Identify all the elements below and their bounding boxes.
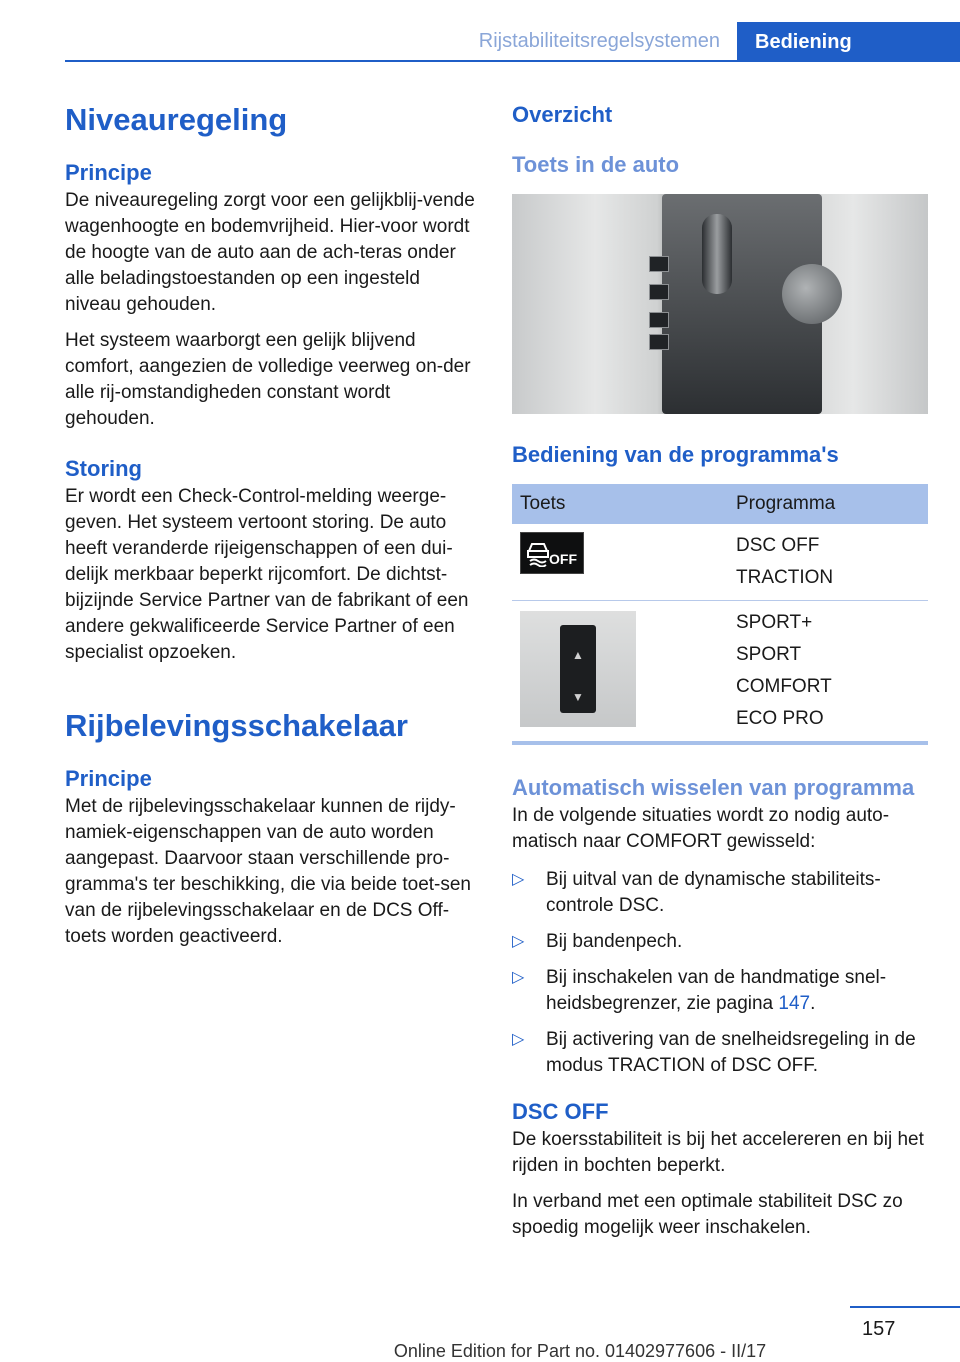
heading-principe-1: Principe <box>65 160 152 185</box>
table-cell-key <box>512 601 728 744</box>
arrow-up-icon: ▲ <box>572 648 584 662</box>
table-cell-key <box>512 524 728 601</box>
header-chapter-tab: Bediening <box>737 22 960 62</box>
principe-2-paragraph: Met de rijbelevingsschakelaar kunnen de rijdy-namiek-eigenschappen van de auto worden aangepast. Daarvoor staan verschillende pro-gramma's ter beschikking, die via beide toet-sen van de rijbelevingsschakelaar en de DCS Off-toets worden geactiveerd. <box>65 796 471 947</box>
program-label: ECO PRO <box>736 708 824 729</box>
dsc-paragraph-1: De koersstabiliteit is bij het accelereren en bij het rijden in bochten beperkt. <box>512 1129 924 1176</box>
center-console-photo <box>512 194 928 414</box>
right-column <box>512 100 928 1241</box>
page-header <box>0 0 960 62</box>
table-cell-programs <box>728 524 928 601</box>
heading-automatisch-wisselen: Automatisch wisselen van programma <box>512 775 915 800</box>
program-table <box>512 484 928 745</box>
heading-bediening: Bediening van de programma's <box>512 442 839 467</box>
table-row <box>512 601 928 744</box>
console-button <box>649 334 669 350</box>
edition-footer: Online Edition for Part no. 01402977606 - II/17 <box>393 1341 767 1361</box>
list-item: ▷ Bij inschakelen van de handmatige snel-heidsbegrenzer, zie pagina 147. <box>512 967 887 1014</box>
heading-storing: Storing <box>65 456 142 481</box>
table-header-programma: Programma <box>728 484 928 524</box>
triangle-bullet-icon: ▷ <box>512 933 525 950</box>
triangle-bullet-icon: ▷ <box>512 969 525 986</box>
console-button <box>649 256 669 272</box>
storing-paragraph: Er wordt een Check-Control-melding weerge-geven. Het systeem vertoont storing. De auto heeft veranderde rijeigenschappen of een dui-delijk merkbaar beperkt rijcomfort. De dichtst-bijzijnde Service Partner van de fabrikant of een andere gekwalificeerde Service Partner of een specialist opzoeken. <box>65 486 469 663</box>
table-header-toets: Toets <box>512 484 728 524</box>
gear-lever <box>702 214 732 294</box>
principe-1-paragraph-1: De niveauregeling zorgt voor een gelijkblij-vende wagenhoogte en bodemvrijheid. Hier-voor wordt de hoogte van de auto aan de ach-teras onder alle beladingstoestanden op een ingesteld niveau gehouden. <box>65 190 475 315</box>
title-niveauregeling: Niveauregeling <box>65 102 288 137</box>
program-label: DSC OFF <box>736 535 820 556</box>
dsc-off-key-label: OFF <box>549 551 577 567</box>
list-item: ▷ Bij bandenpech. <box>512 929 928 955</box>
console-button <box>649 312 669 328</box>
principe-1-paragraph-2: Het systeem waarborgt een gelijk blijvend comfort, aangezien de volledige veerweg on-der alle rij-omstandigheden constant wordt gehouden. <box>65 330 471 429</box>
program-label: TRACTION <box>736 567 834 588</box>
heading-dsc-off: DSC OFF <box>512 1099 609 1124</box>
arrow-down-icon: ▼ <box>572 690 584 704</box>
header-section-title: Rijstabiliteitsregelsystemen <box>478 30 720 52</box>
console-button <box>649 284 669 300</box>
title-rijbelevingsschakelaar: Rijbelevingsschakelaar <box>65 708 408 743</box>
dsc-paragraph-2: In verband met een optimale stabiliteit DSC zo spoedig mogelijk weer inschakelen. <box>512 1191 903 1238</box>
dsc-off-button-image <box>520 532 584 574</box>
program-label: COMFORT <box>736 676 832 697</box>
list-item: ▷ Bij activering van de snelheidsregeling in de modus TRACTION of DSC OFF. <box>512 1029 916 1076</box>
triangle-bullet-icon: ▷ <box>512 871 525 888</box>
page-number: 157 <box>862 1318 896 1340</box>
header-rule <box>65 60 737 62</box>
driving-experience-switch-image <box>520 611 636 727</box>
triangle-bullet-icon: ▷ <box>512 1031 525 1048</box>
table-row <box>512 524 928 601</box>
left-column <box>65 100 475 950</box>
program-label: SPORT+ <box>736 612 813 633</box>
automatisch-paragraph: In de volgende situaties wordt zo nodig auto-matisch naar COMFORT gewisseld: <box>512 805 890 852</box>
page-link-147[interactable]: 147 <box>778 993 811 1014</box>
car-skid-icon <box>525 539 551 567</box>
bullet-list <box>512 867 928 1079</box>
footer-rule <box>850 1306 960 1308</box>
table-cell-programs <box>728 601 928 744</box>
heading-toets-in-de-auto: Toets in de auto <box>512 152 680 177</box>
heading-principe-2: Principe <box>65 766 152 791</box>
heading-overzicht: Overzicht <box>512 102 613 127</box>
table-header-row <box>512 484 928 524</box>
list-item: ▷ Bij uitval van de dynamische stabiliteits-controle DSC. <box>512 869 881 916</box>
controller-knob <box>782 264 842 324</box>
program-label: SPORT <box>736 644 802 665</box>
